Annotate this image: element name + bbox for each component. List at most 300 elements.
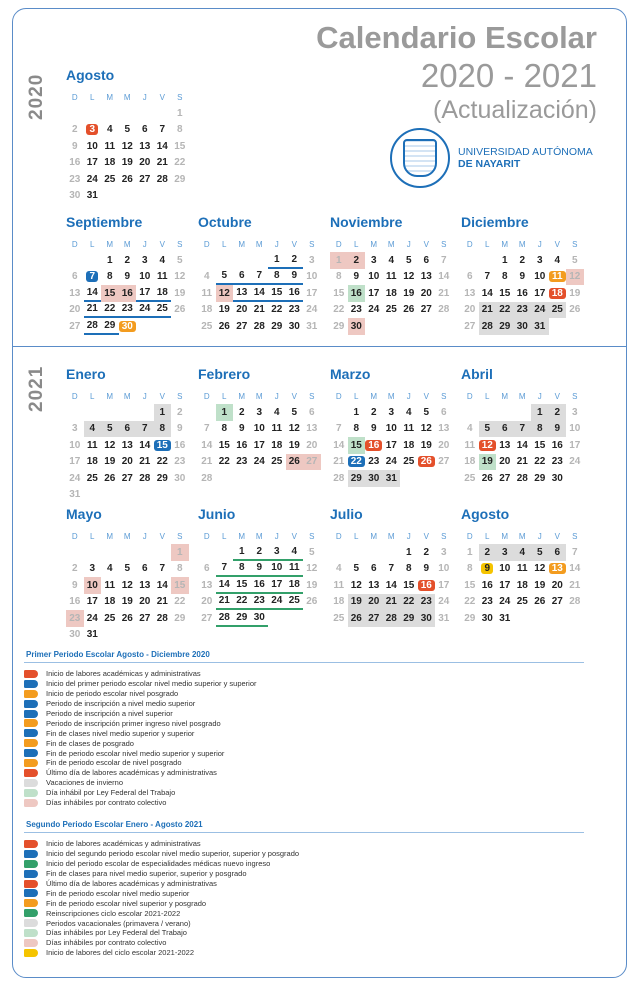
weekday-label: D [203, 391, 210, 401]
day-cell: 17 [69, 456, 81, 468]
weekday-label: J [406, 239, 411, 249]
legend-swatch-icon [24, 710, 38, 718]
legend-swatch-icon [24, 899, 38, 907]
day-cell: 10 [569, 423, 581, 435]
day-cell: 14 [156, 579, 168, 591]
day-cell: 15 [233, 577, 251, 594]
page-years: 2020 - 2021 [420, 57, 597, 94]
day-cell: 14 [516, 439, 528, 451]
day-cell: 14 [438, 271, 450, 283]
day-cell: 7 [335, 423, 342, 435]
day-cell: 16 [251, 577, 269, 594]
day-cell: 15 [218, 439, 230, 451]
day-cell: 6 [496, 421, 514, 438]
day-cell: 30 [514, 318, 532, 335]
day-cell: 31 [306, 320, 318, 332]
weekday-label: M [387, 239, 395, 249]
day-cell: 22 [464, 596, 476, 608]
day-cell: 28 [333, 472, 345, 484]
legend-label: Fin de periodo escolar nivel superior y posgrado [46, 898, 207, 908]
weekday-label: V [554, 531, 560, 541]
day-cell: 18 [333, 596, 345, 608]
day-cell: 29 [101, 318, 119, 335]
weekday-label: L [354, 239, 359, 249]
weekday-header [66, 236, 196, 252]
day-cell: 23 [174, 456, 186, 468]
legend-swatch-icon [24, 729, 38, 737]
day-cell: 15 [464, 579, 476, 591]
day-cell: 8 [335, 271, 342, 283]
day-cell: 15 [101, 285, 119, 302]
day-cell: 18 [201, 304, 213, 316]
month-septiembre [66, 214, 196, 335]
day-cell: 13 [438, 423, 450, 435]
day-cell: 2 [176, 406, 183, 418]
day-cell: 20 [201, 596, 213, 608]
weekday-label: J [142, 239, 147, 249]
legend-label: Periodo de inscripción a nivel medio superior [46, 699, 196, 709]
day-cell: 8 [221, 423, 228, 435]
legend-label: Inicio del periodo escolar de especialidades médicas nuevo ingreso [46, 859, 271, 869]
day-cell: 27 [438, 456, 450, 468]
day-cell: 12 [174, 271, 186, 283]
day-cell: 11 [104, 579, 116, 591]
day-cell: 15 [268, 285, 286, 302]
weekday-label: L [90, 391, 95, 401]
day-cell: 22 [348, 454, 366, 471]
day-cell: 21 [516, 456, 528, 468]
day-cell: 18 [104, 157, 116, 169]
day-cell: 20 [69, 304, 81, 316]
day-cell: 22 [333, 304, 345, 316]
day-cell: 25 [464, 472, 476, 484]
day-cell: 30 [69, 190, 81, 202]
legend-item [24, 738, 584, 748]
weekday-label: V [291, 239, 297, 249]
legend-item [24, 798, 584, 808]
day-cell: 6 [141, 124, 148, 136]
day-cell: 12 [566, 269, 584, 286]
day-cell: 11 [333, 579, 345, 591]
day-cell: 3 [496, 544, 514, 561]
weekday-header [198, 388, 328, 404]
day-cell: 30 [119, 318, 137, 335]
day-cell: 14 [216, 577, 234, 594]
day-cell: 31 [438, 612, 450, 624]
weekday-label: J [406, 531, 411, 541]
day-cell: 16 [418, 577, 436, 594]
day-cell: 5 [176, 254, 183, 266]
day-cell: 9 [549, 421, 567, 438]
legend-label: Inicio de labores académicas y administrativas [46, 669, 201, 679]
day-cell: 29 [174, 612, 186, 624]
day-cell: 24 [569, 456, 581, 468]
day-cell: 28 [516, 472, 528, 484]
day-cell: 25 [333, 612, 345, 624]
legend-label: Días inhábiles por contrato colectivo [46, 798, 167, 808]
day-cell: 18 [516, 579, 528, 591]
day-cell: 24 [438, 596, 450, 608]
day-cell: 17 [253, 439, 265, 451]
legend-label: Fin de clases para nivel medio superior, superior y posgrado [46, 869, 247, 879]
day-cell: 26 [481, 472, 493, 484]
legend-swatch-icon [24, 749, 38, 757]
weekday-label: M [370, 391, 378, 401]
weekday-label: V [423, 391, 429, 401]
weekday-label: S [177, 92, 183, 102]
day-cell: 23 [288, 304, 300, 316]
day-cell: 9 [71, 140, 78, 152]
day-cell: 25 [271, 456, 283, 468]
day-cell: 30 [251, 610, 269, 627]
day-cell: 26 [348, 610, 366, 627]
day-cell: 5 [124, 563, 131, 575]
day-cell: 12 [288, 423, 300, 435]
day-cell: 31 [383, 470, 401, 487]
year-label-2020: 2020 [26, 73, 47, 120]
day-cell: 26 [534, 596, 546, 608]
legend-swatch-icon [24, 700, 38, 708]
day-cell: 30 [365, 470, 383, 487]
day-cell: 16 [119, 285, 137, 302]
weekday-header [330, 388, 460, 404]
day-cell: 23 [119, 302, 137, 319]
day-cell: 23 [551, 456, 563, 468]
day-cell: 27 [139, 173, 151, 185]
day-cell: 2 [238, 406, 245, 418]
day-cell: 23 [69, 173, 81, 185]
weekday-header [198, 236, 328, 252]
legend-label: Periodos vacacionales (primavera / verano) [46, 918, 191, 928]
legend-item [24, 669, 584, 679]
weekday-header [330, 236, 460, 252]
weekday-label: M [370, 239, 378, 249]
weekday-label: J [142, 531, 147, 541]
day-cell: 15 [333, 287, 345, 299]
weekday-label: L [222, 391, 227, 401]
weekday-label: D [466, 391, 473, 401]
day-cell: 28 [569, 596, 581, 608]
year-divider [12, 346, 627, 347]
day-cell: 30 [174, 472, 186, 484]
day-cell: 20 [551, 579, 563, 591]
day-cell: 15 [174, 140, 186, 152]
day-cell: 7 [216, 561, 234, 578]
day-cell: 18 [403, 439, 415, 451]
day-cell: 12 [121, 579, 133, 591]
day-cell: 26 [403, 304, 415, 316]
day-cell: 20 [139, 596, 151, 608]
day-cell: 5 [216, 269, 234, 286]
day-cell: 3 [256, 406, 263, 418]
day-cell: 3 [71, 423, 78, 435]
day-cell: 9 [176, 423, 183, 435]
day-cell: 13 [464, 287, 476, 299]
day-cell: 7 [136, 421, 154, 438]
day-cell: 10 [86, 140, 98, 152]
day-cell: 22 [156, 456, 168, 468]
day-cell: 18 [464, 456, 476, 468]
day-cell: 21 [479, 302, 497, 319]
day-cell: 28 [84, 318, 102, 335]
weekday-label: M [518, 239, 526, 249]
day-cell: 5 [571, 254, 578, 266]
weekday-label: S [309, 391, 315, 401]
day-cell: 18 [286, 577, 304, 594]
day-cell: 24 [499, 596, 511, 608]
legend-swatch-icon [24, 769, 38, 777]
day-cell: 26 [569, 304, 581, 316]
month-name: Septiembre [66, 214, 143, 230]
month-febrero [198, 366, 328, 487]
day-cell: 22 [534, 456, 546, 468]
day-cell: 3 [84, 122, 102, 139]
weekday-label: D [71, 531, 78, 541]
weekday-header [66, 388, 196, 404]
weekday-label: M [238, 531, 246, 541]
day-cell: 30 [481, 612, 493, 624]
weekday-label: M [238, 239, 246, 249]
day-cell: 28 [216, 610, 234, 627]
day-cell: 23 [418, 594, 436, 611]
legend-label: Días inhábiles por contrato colectivo [46, 938, 167, 948]
day-cell: 25 [403, 456, 415, 468]
day-cell: 20 [121, 456, 133, 468]
legend-swatch-icon [24, 949, 38, 957]
day-cell: 23 [514, 302, 532, 319]
day-cell: 30 [348, 318, 366, 335]
day-cell: 23 [66, 610, 84, 627]
day-cell: 6 [141, 563, 148, 575]
day-cell: 11 [201, 287, 213, 299]
day-cell: 12 [350, 579, 362, 591]
logo-line1: UNIVERSIDAD AUTÓNOMA [458, 146, 593, 158]
day-cell: 26 [418, 454, 436, 471]
day-cell: 20 [420, 287, 432, 299]
day-cell: 15 [534, 439, 546, 451]
day-cell: 14 [201, 439, 213, 451]
legend-item [24, 849, 584, 859]
weekday-label: V [159, 531, 165, 541]
day-cell: 3 [308, 254, 315, 266]
day-cell: 11 [516, 563, 528, 575]
day-cell: 11 [549, 269, 567, 286]
legend-item [24, 758, 584, 768]
day-cell: 4 [106, 563, 113, 575]
day-cell: 8 [353, 423, 360, 435]
day-cell: 14 [385, 579, 397, 591]
weekday-label: V [159, 239, 165, 249]
day-cell: 2 [124, 254, 131, 266]
day-cell: 22 [218, 456, 230, 468]
day-cell: 7 [84, 269, 102, 286]
weekday-header [461, 236, 591, 252]
day-cell: 29 [464, 612, 476, 624]
day-cell: 3 [370, 254, 377, 266]
day-cell: 13 [121, 439, 133, 451]
legend-swatch-icon [24, 919, 38, 927]
legend-label: Fin de periodo escolar nivel medio superior [46, 888, 190, 898]
weekday-label: M [123, 531, 131, 541]
day-cell: 19 [104, 456, 116, 468]
day-cell: 6 [119, 421, 137, 438]
legend-item [24, 839, 584, 849]
day-cell: 2 [549, 404, 567, 421]
day-cell: 18 [549, 285, 567, 302]
day-cell: 10 [69, 439, 81, 451]
legend-swatch-icon [24, 799, 38, 807]
legend-item [24, 888, 584, 898]
day-cell: 27 [121, 472, 133, 484]
month-name: Mayo [66, 506, 102, 522]
legend-label: Último día de labores académicas y administrativas [46, 879, 217, 888]
day-cell: 1 [268, 252, 286, 269]
day-cell: 28 [438, 304, 450, 316]
day-cell: 6 [549, 544, 567, 561]
day-cell: 17 [368, 287, 380, 299]
day-cell: 18 [385, 287, 397, 299]
day-cell: 14 [84, 285, 102, 302]
day-cell: 18 [104, 596, 116, 608]
day-cell: 4 [554, 254, 561, 266]
day-cell: 28 [156, 173, 168, 185]
day-cell: 13 [420, 271, 432, 283]
day-cell: 22 [400, 594, 418, 611]
day-cell: 13 [69, 287, 81, 299]
day-cell: 28 [201, 472, 213, 484]
day-cell: 27 [201, 612, 213, 624]
weekday-header [66, 528, 196, 544]
legend-title: Segundo Periodo Escolar Enero - Agosto 2021 [24, 818, 584, 833]
day-cell: 19 [403, 287, 415, 299]
weekday-label: S [441, 391, 447, 401]
weekday-label: D [335, 391, 342, 401]
month-mayo [66, 506, 196, 643]
day-cell: 28 [383, 610, 401, 627]
day-cell: 9 [519, 271, 526, 283]
day-cell: 21 [156, 596, 168, 608]
day-cell: 19 [420, 439, 432, 451]
month-name: Abril [461, 366, 493, 382]
day-cell: 7 [159, 124, 166, 136]
day-cell: 6 [423, 254, 430, 266]
day-cell: 2 [251, 544, 269, 561]
day-cell: 21 [201, 456, 213, 468]
day-cell: 17 [136, 285, 154, 302]
day-cell: 24 [86, 612, 98, 624]
month-name: Julio [330, 506, 363, 522]
month-enero [66, 366, 196, 503]
legend-label: Periodo de inscripción primer ingreso nivel posgrado [46, 718, 221, 728]
day-cell: 6 [370, 563, 377, 575]
weekday-label: L [222, 239, 227, 249]
legend-label: Inicio de labores académicas y administrativas [46, 839, 201, 849]
day-cell: 14 [156, 140, 168, 152]
day-cell: 24 [69, 472, 81, 484]
day-cell: 26 [306, 596, 318, 608]
day-cell: 24 [253, 456, 265, 468]
day-cell: 8 [106, 271, 113, 283]
day-cell: 30 [551, 472, 563, 484]
day-cell: 8 [501, 271, 508, 283]
month-noviembre [330, 214, 460, 335]
day-cell: 1 [233, 544, 251, 561]
day-cell: 20 [139, 157, 151, 169]
day-cell: 22 [174, 157, 186, 169]
day-cell: 13 [233, 285, 251, 302]
day-cell: 8 [268, 269, 286, 286]
day-cell: 31 [69, 489, 81, 501]
day-cell: 11 [385, 271, 397, 283]
weekday-header [461, 388, 591, 404]
day-cell: 21 [156, 157, 168, 169]
weekday-label: L [354, 391, 359, 401]
legend-label: Inicio de periodo escolar nivel posgrado [46, 689, 179, 699]
day-cell: 17 [86, 157, 98, 169]
day-cell: 1 [154, 404, 172, 421]
day-cell: 25 [286, 594, 304, 611]
weekday-header [198, 528, 328, 544]
legend-swatch-icon [24, 779, 38, 787]
legend-label: Reinscripciones ciclo escolar 2021-2022 [46, 908, 181, 918]
day-cell: 7 [440, 254, 447, 266]
weekday-label: J [537, 239, 542, 249]
day-cell: 31 [499, 612, 511, 624]
day-cell: 27 [365, 610, 383, 627]
legend-label: Inicio del primer periodo escolar nivel medio superior y superior [46, 679, 257, 689]
legend-item [24, 859, 584, 869]
day-cell: 9 [423, 563, 430, 575]
month-julio [330, 506, 460, 627]
day-cell: 3 [440, 546, 447, 558]
weekday-label: V [423, 531, 429, 541]
year-label-2021: 2021 [26, 365, 47, 412]
legend-swatch-icon [24, 939, 38, 947]
day-cell: 13 [139, 579, 151, 591]
month-name: Febrero [198, 366, 251, 382]
weekday-header [461, 528, 591, 544]
day-cell: 26 [286, 454, 304, 471]
day-cell: 12 [534, 563, 546, 575]
day-cell: 7 [571, 546, 578, 558]
day-cell: 11 [286, 561, 304, 578]
day-cell: 7 [484, 271, 491, 283]
day-cell: 1 [501, 254, 508, 266]
day-cell: 15 [154, 437, 172, 454]
day-cell: 10 [306, 271, 318, 283]
day-cell: 2 [286, 252, 304, 269]
day-cell: 27 [69, 320, 81, 332]
day-cell: 1 [531, 404, 549, 421]
weekday-label: S [309, 531, 315, 541]
weekday-label: J [142, 391, 147, 401]
weekday-label: J [406, 391, 411, 401]
weekday-label: V [291, 531, 297, 541]
month-agosto [66, 67, 196, 204]
day-cell: 5 [423, 406, 430, 418]
day-cell: 7 [251, 269, 269, 286]
day-cell: 19 [306, 579, 318, 591]
day-cell: 31 [86, 629, 98, 641]
day-cell: 2 [423, 546, 430, 558]
weekday-label: J [274, 531, 279, 541]
day-cell: 12 [479, 437, 497, 454]
day-cell: 6 [203, 563, 210, 575]
day-cell: 16 [174, 439, 186, 451]
weekday-label: D [203, 531, 210, 541]
day-cell: 13 [201, 579, 213, 591]
month-name: Noviembre [330, 214, 403, 230]
